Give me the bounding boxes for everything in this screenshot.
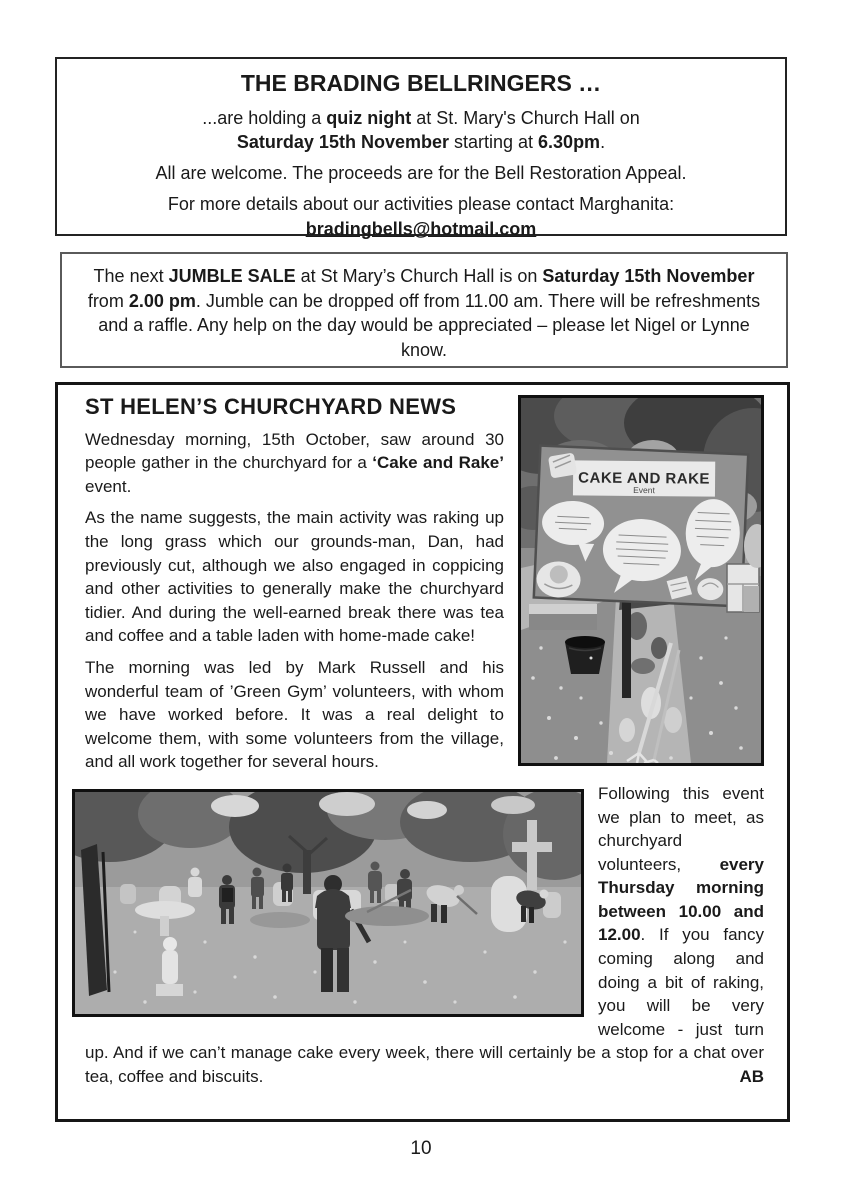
- text-run: Wednesday morning, 15th October, saw around 30 people gather in the churchyard for a: [85, 429, 504, 473]
- text-run: event.: [85, 476, 132, 496]
- churchyard-paragraph-4: [85, 782, 764, 1089]
- jumble-sale-bold: JUMBLE SALE: [168, 266, 296, 286]
- cake-and-rake-sign-photo: [518, 395, 764, 766]
- author-initials: AB: [739, 1067, 764, 1087]
- jumble-sale-notice-box: [60, 252, 788, 368]
- text-run: at St Mary’s Church Hall is on: [295, 266, 543, 286]
- sign-post: [622, 594, 631, 698]
- text-run: . Jumble can be dropped off from 11.00 am. There will be refreshments and a raffle. Any help on the day would be appreciated – please let Nigel or Lynne know.: [98, 290, 761, 360]
- text-run: . If you fancy coming along and doing a bit of raking, you will be very welcome - just turn up. And if we can’t manage cake every week, there will certainly be a stop for a chat over tea, coffee and biscuits.: [85, 925, 764, 1087]
- text-run: from: [87, 290, 129, 311]
- bellringers-title: THE BRADING BELLRINGERS …: [240, 70, 602, 96]
- bellringers-line-2: [57, 106, 785, 130]
- bellringers-line-4: All are welcome. The proceeds are for the Bell Restoration Appeal.: [155, 163, 687, 183]
- sign-subtitle-text: Event: [633, 484, 655, 496]
- text-run: The next: [93, 266, 169, 286]
- churchyard-news-article-box: [55, 382, 790, 1122]
- text-run: .: [600, 132, 606, 152]
- bucket: [565, 636, 605, 674]
- text-run: starting at: [448, 132, 539, 152]
- bellringers-notice-box: [55, 57, 787, 239]
- bellringers-line-3: [57, 130, 785, 154]
- bellringers-line-5: For more details about our activities please contact Marghanita:: [167, 194, 675, 214]
- cake-and-rake-photo-art: [521, 398, 761, 763]
- text-run: at St. Mary's Church Hall on: [411, 108, 640, 128]
- sign-board: [534, 446, 748, 607]
- text-run: ...are holding a: [202, 108, 327, 128]
- churchyard-paragraph-2: As the name suggests, the main activity was raking up the long grass which our grounds-man, Dan, had previously cut, although we also engaged in coppicing and other activities to generally make the churchyard tidier. And during the well-earned break there was tea and coffee and a table laden with home-made cake!: [85, 508, 504, 646]
- date-bold: Saturday 15th November: [236, 132, 449, 152]
- sign-title-text: CAKE AND RAKE: [578, 469, 711, 488]
- date-bold: Saturday 15th November: [542, 266, 755, 286]
- quiz-night-bold: quiz night: [326, 108, 412, 128]
- time-bold: 6.30pm: [538, 132, 601, 152]
- page-number: 10: [410, 1138, 432, 1159]
- bellringers-email: bradingbells@hotmail.com: [305, 219, 537, 239]
- churchyard-news-title: ST HELEN’S CHURCHYARD NEWS: [85, 394, 457, 419]
- cake-and-rake-bold: ‘Cake and Rake’: [372, 453, 504, 473]
- sign-banner: [573, 460, 715, 496]
- time-bold: 2.00 pm: [128, 290, 196, 311]
- thursday-schedule-bold: every Thursday morning between 10.00 and 12.00: [598, 854, 764, 945]
- small-sign-right: [727, 564, 759, 612]
- text-run: Following this event we plan to meet, as churchyard volunteers,: [598, 783, 764, 874]
- churchyard-paragraph-3: The morning was led by Mark Russell and his wonderful team of ’Green Gym’ volunteers, with whom we have worked before. It was a real delight to welcome them, with some volunteers from the village, and all work together for several hours.: [85, 657, 504, 772]
